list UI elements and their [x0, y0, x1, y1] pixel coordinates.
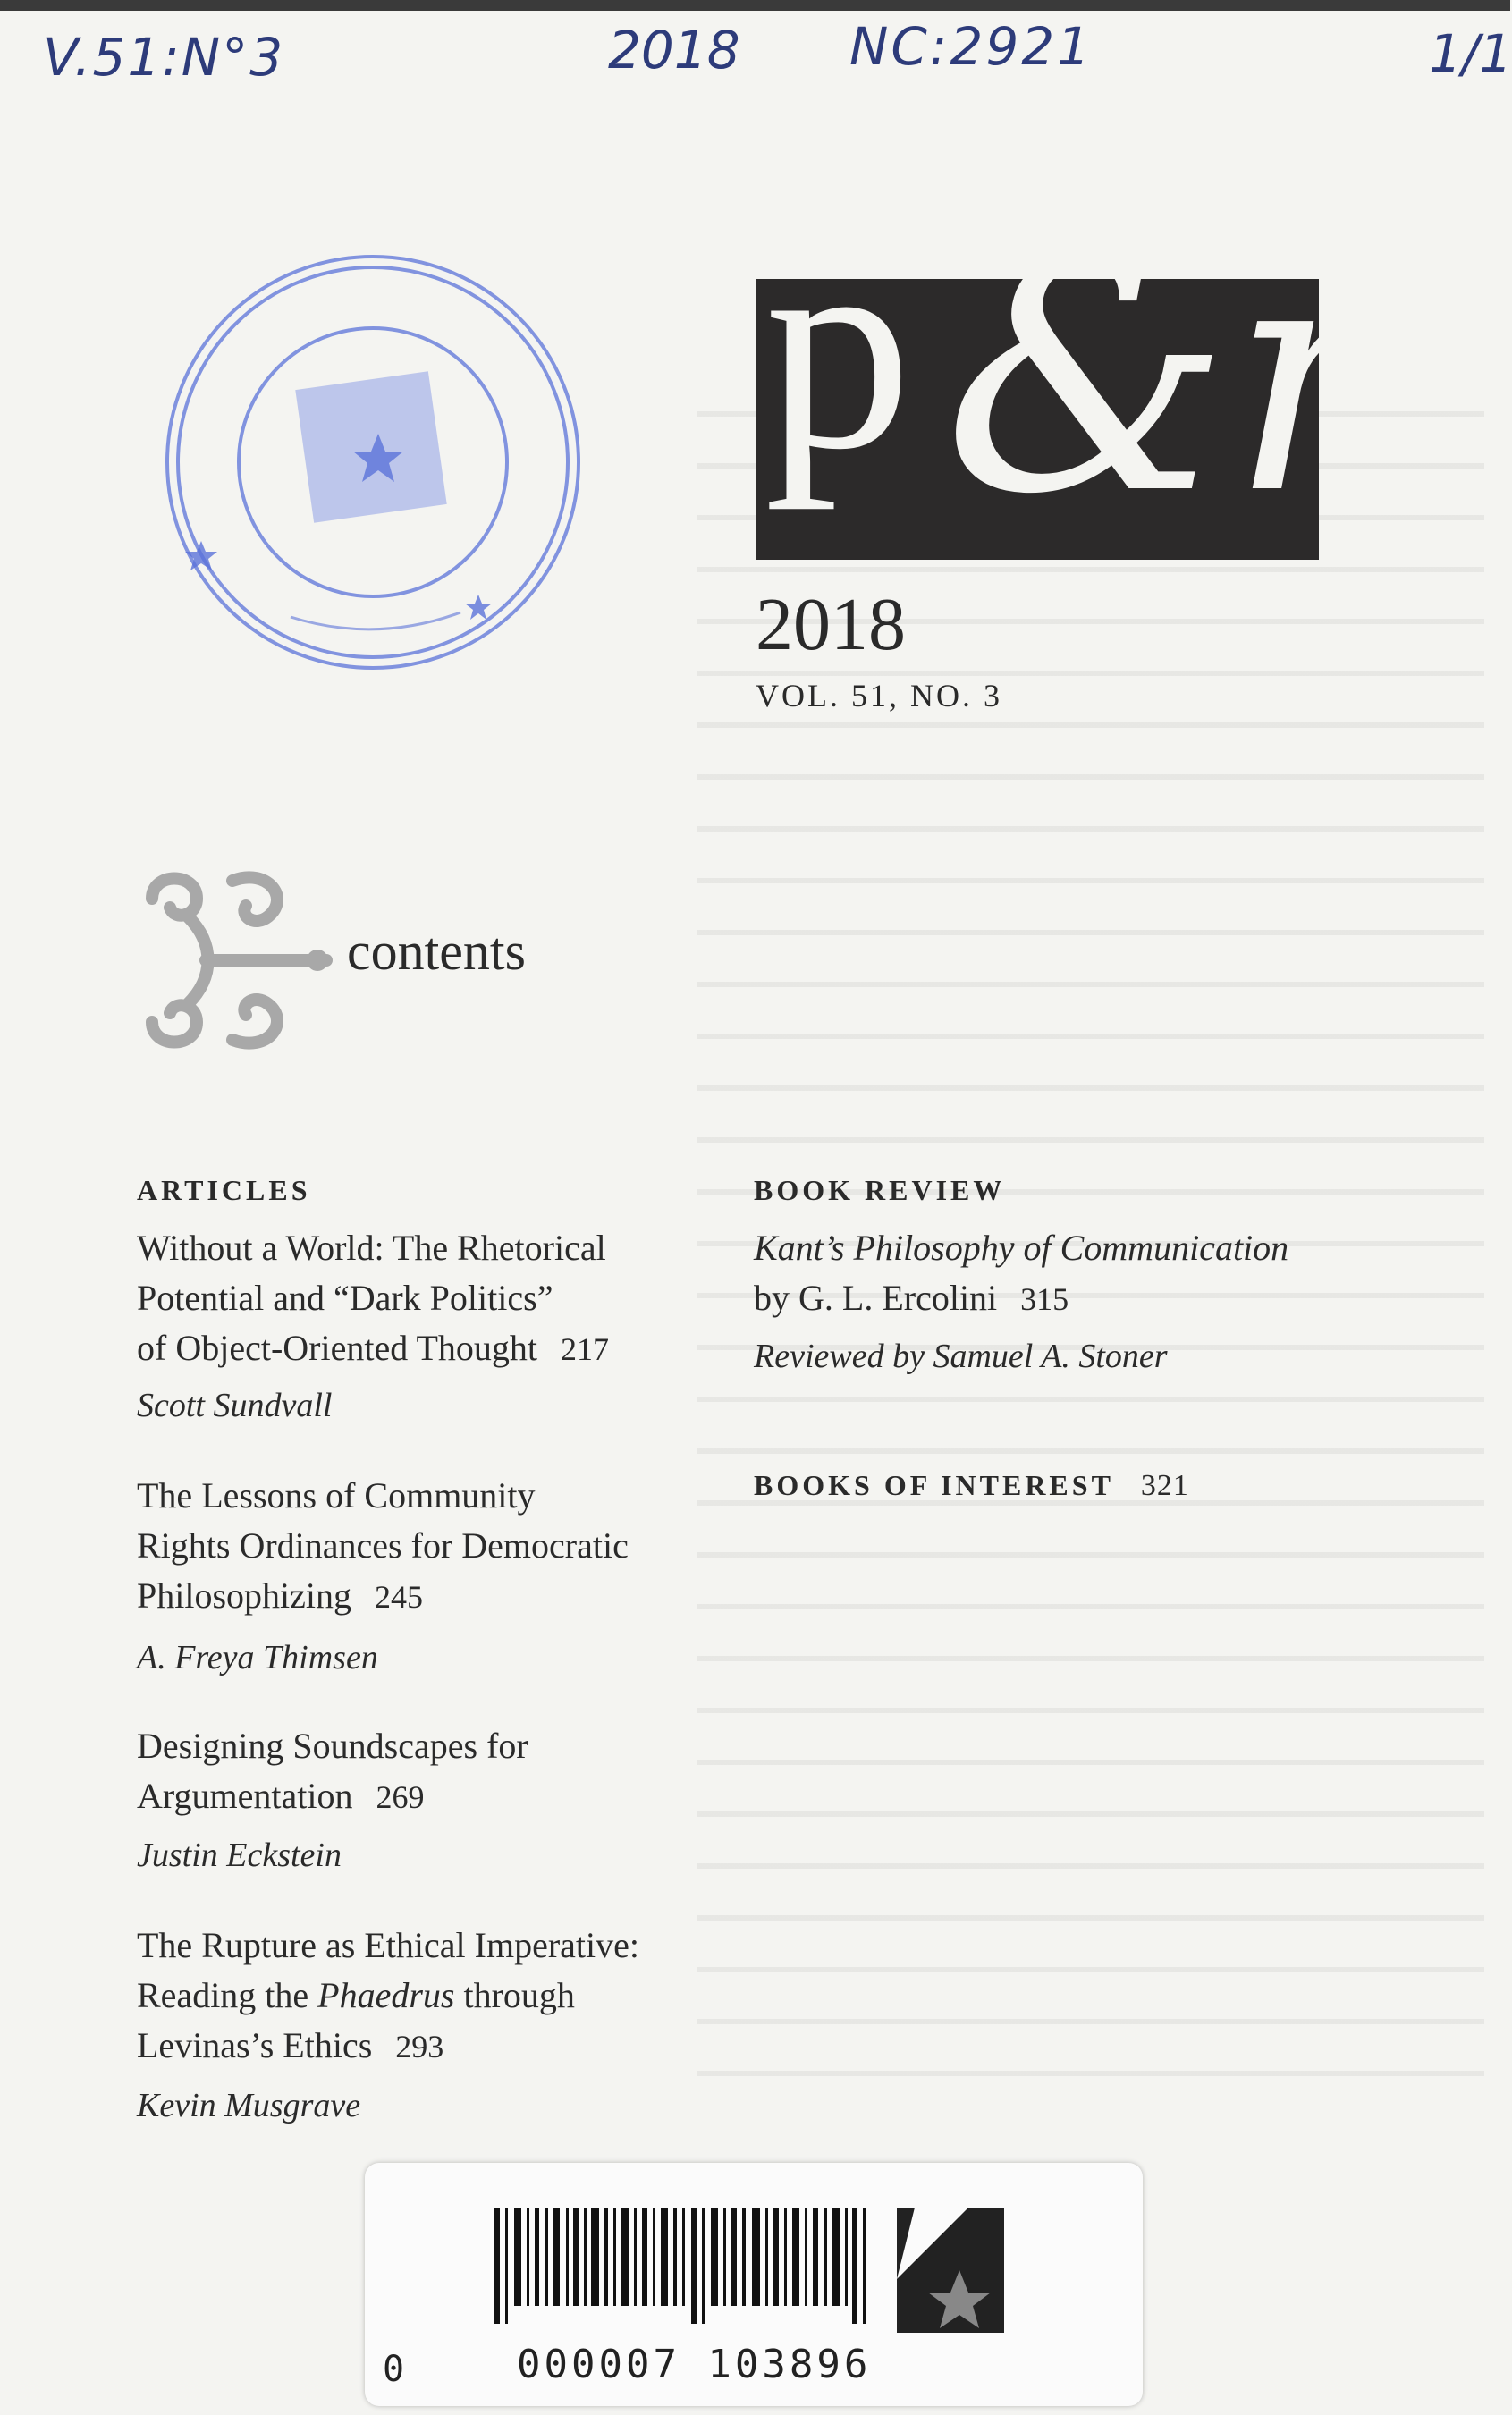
article-3-title — [137, 1721, 528, 1822]
article-3-page: 269 — [376, 1779, 425, 1815]
handwritten-volume-note: V.51:N°3 — [43, 27, 285, 88]
article-4-author: Kevin Musgrave — [137, 2087, 361, 2124]
scan-top-edge — [0, 0, 1510, 11]
journal-logo — [756, 184, 1384, 564]
article-2-page: 245 — [375, 1579, 424, 1615]
article-4-title — [137, 1921, 639, 2072]
barcode-sticker — [365, 2163, 1143, 2406]
article-2-title-line-1: The Lessons of Community — [137, 1475, 536, 1516]
article-4-title-italic: Phaedrus — [317, 1975, 455, 2015]
book-review-page: 315 — [1020, 1281, 1069, 1317]
article-4-title-line-2-post: through — [454, 1975, 575, 2015]
book-review-entry — [754, 1223, 1288, 1324]
article-1-title — [137, 1223, 609, 1374]
article-2-title — [137, 1471, 629, 1622]
barcode-lead-digit: 0 — [383, 2349, 405, 2390]
article-3-title-line-1: Designing Soundscapes for — [137, 1726, 528, 1766]
handwritten-year-note: 2018 — [608, 20, 740, 80]
logo-letter-p: p — [764, 184, 912, 511]
book-review-reviewer: Reviewed by Samuel A. Stoner — [754, 1338, 1168, 1375]
floral-ornament-icon — [134, 863, 335, 1058]
article-3-author: Justin Eckstein — [137, 1837, 342, 1874]
issue-year: 2018 — [756, 583, 906, 666]
article-4-title-line-1: The Rupture as Ethical Imperative: — [137, 1925, 640, 1965]
article-2-author: A. Freya Thimsen — [137, 1639, 378, 1676]
article-1-author: Scott Sundvall — [137, 1387, 333, 1424]
article-2-title-line-2: Rights Ordinances for Democratic — [137, 1525, 629, 1566]
books-of-interest-page: 321 — [1140, 1469, 1189, 1502]
articles-heading: ARTICLES — [137, 1174, 311, 1206]
article-2-title-line-3: Philosophizing — [137, 1575, 352, 1616]
book-review-title: Kant’s Philosophy of Communication — [754, 1228, 1289, 1268]
barcode-icon — [432, 2208, 1076, 2333]
library-stamp-seal — [156, 246, 590, 680]
book-review-heading: BOOK REVIEW — [754, 1174, 1006, 1206]
article-1-page: 217 — [561, 1331, 610, 1367]
article-4-title-line-2-pre: Reading the — [137, 1975, 318, 2015]
article-4-title-line-3: Levinas’s Ethics — [137, 2025, 373, 2065]
contents-heading: contents — [347, 922, 526, 981]
books-of-interest-entry — [754, 1469, 1189, 1503]
article-4-page: 293 — [395, 2029, 444, 2065]
article-3-title-line-2: Argumentation — [137, 1776, 353, 1816]
volume-issue: VOL. 51, NO. 3 — [756, 678, 1002, 714]
handwritten-copy-note: 1/1 — [1429, 23, 1512, 84]
article-1-title-line-2: Potential and “Dark Politics” — [137, 1278, 553, 1318]
books-of-interest-heading: BOOKS OF INTEREST — [754, 1469, 1114, 1501]
article-1-title-line-3: of Object-Oriented Thought — [137, 1328, 538, 1368]
handwritten-catalog-number: NC:2921 — [849, 16, 1094, 77]
article-1-title-line-1: Without a World: The Rhetorical — [137, 1228, 606, 1268]
barcode-number: 000007 103896 — [517, 2342, 872, 2387]
book-review-byline: by G. L. Ercolini — [754, 1278, 998, 1318]
logo-ampersand-r: &r — [943, 190, 1384, 564]
